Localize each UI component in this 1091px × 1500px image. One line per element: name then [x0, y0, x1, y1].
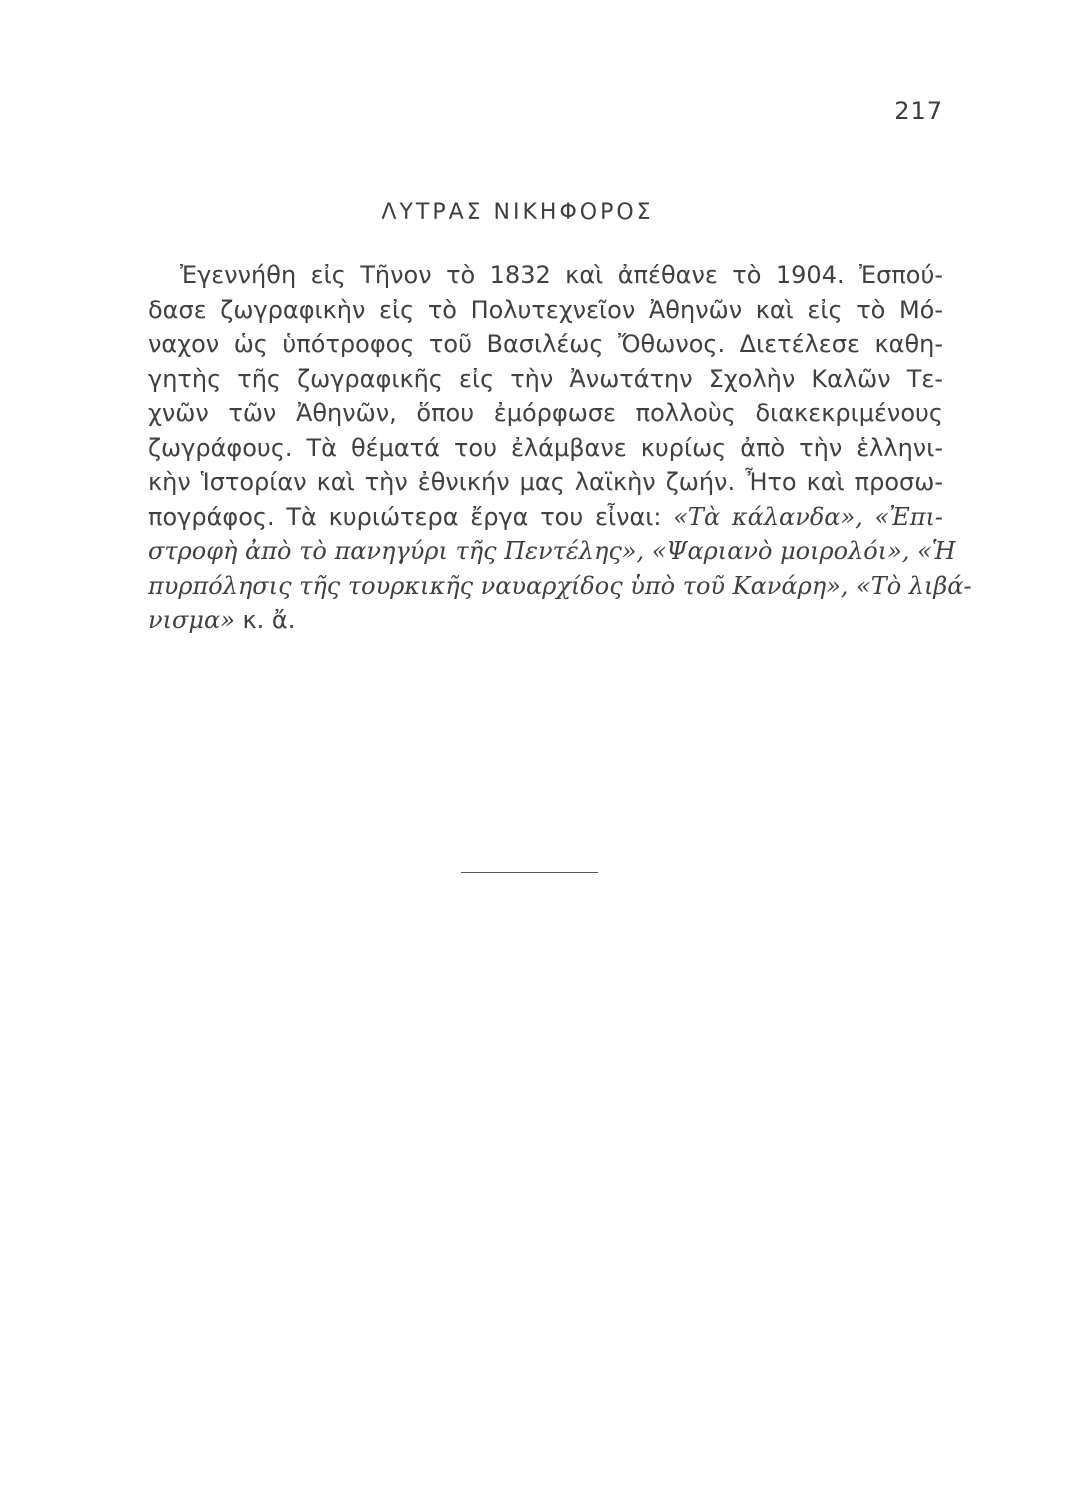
body-line: γητὴς τῆς ζωγραφικῆς εἰς τὴν Ἀνωτάτην Σχολὴν Καλῶν Τε-	[148, 364, 943, 393]
body-line-italic: στροφὴ ἀπὸ τὸ πανηγύρι τῆς Πεντέλης», «Ψαριανὸ μοιρολόι», «Ἡ	[148, 537, 956, 565]
body-line: Ἐγεννήθη εἰς Τῆνον τὸ 1832 καὶ ἀπέθανε τὸ 1904. Ἐσπού-	[180, 261, 943, 289]
works-intro-text: πογράφος. Τὰ κυριώτερα ἔργα του εἶναι:	[148, 502, 662, 531]
body-line-italic: πυρπόλησις τῆς τουρκικῆς ναυαρχίδος ὑπὸ τοῦ Κανάρη», «Τὸ λιβά-	[148, 571, 972, 600]
section-end-rule	[461, 872, 598, 873]
work-title-italic: «Τὰ κάλανδα», «Ἐπι-	[673, 502, 943, 531]
body-line: ναχον ὡς ὑπότροφος τοῦ Βασιλέως Ὄθωνος. Διετέλεσε καθη-	[148, 330, 943, 358]
body-line-final	[148, 603, 943, 638]
body-line: δασε ζωγραφικὴν εἰς τὸ Πολυτεχνεῖον Ἀθηνῶν καὶ εἰς τὸ Μό-	[148, 295, 943, 324]
entry-body	[148, 258, 972, 638]
body-line: κὴν Ἱστορίαν καὶ τὴν ἐθνικήν μας λαϊκὴν ζωήν. Ἦτο καὶ προσω-	[148, 468, 943, 496]
work-title-italic: νισμα»	[148, 606, 235, 634]
body-line: ζωγράφους. Τὰ θέματά του ἐλάμβανε κυρίως ἀπὸ τὴν ἑλληνι-	[148, 433, 943, 462]
page-number: 217	[894, 97, 943, 125]
body-line-works-intro	[148, 500, 943, 535]
body-line: χνῶν τῶν Ἀθηνῶν, ὅπου ἐμόρφωσε πολλοὺς διακεκριμένους	[148, 399, 943, 427]
entry-heading: ΛΥΤΡΑΣ ΝΙΚΗΦΟΡΟΣ	[381, 200, 654, 225]
closing-abbreviation: κ. ἄ.	[242, 606, 296, 634]
